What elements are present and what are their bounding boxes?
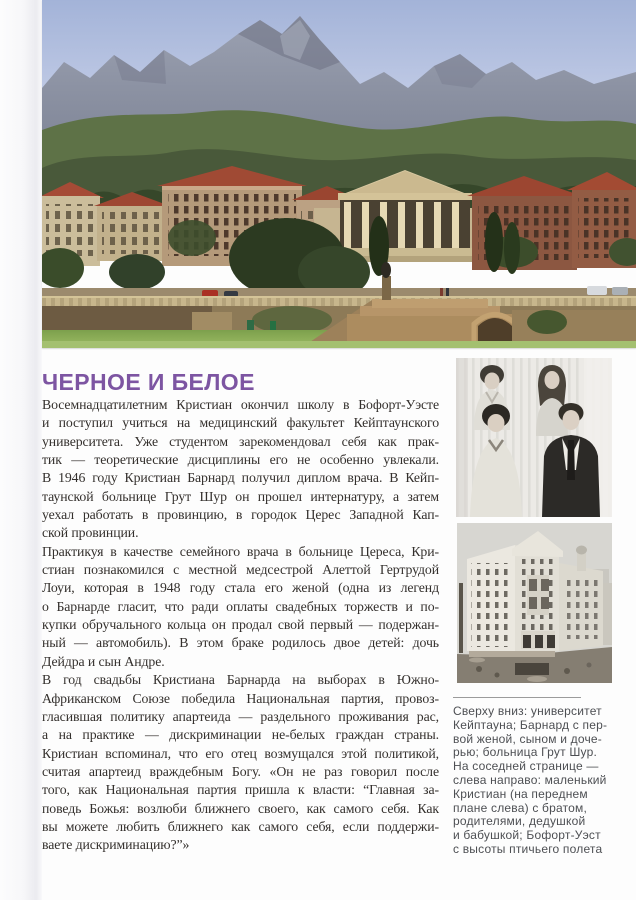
family-photo-graphic [456,358,612,517]
text-line: Кейптауна; Барнард с пер- [453,717,608,732]
text-line: таунской больнице Грут Шур он прошел интернатуру, а затем [42,488,439,504]
text-line: о Барнарде гласит, что ради оплаты свадебных торжеств и по- [42,598,439,614]
text-line: с высоты птичьего полета [453,841,603,856]
photo-caption [453,705,629,857]
caption-divider [453,697,581,698]
text-line: Сверху вниз: университет [453,704,602,718]
text-line: Практикуя в качестве семейного врача в больнице Цереса, Кри- [42,543,439,559]
family-photo [456,358,612,517]
text-line: а на практике — дискриминации не-белых граждан страны. [42,727,439,743]
text-line: уехал работать в провинцию, в городок Церес Западной Кап- [42,507,439,523]
text-line: тик — теоретические дисциплины его не особенно увлекали. [42,452,439,468]
text-line: родителями, дедушкой [453,814,586,829]
text-line: ный — автомобиль). В этом браке родилось двое детей: дочь [42,635,439,651]
campus-photo-graphic [42,0,636,348]
text-line: плане слева) с братом, [453,800,588,815]
hospital-photo-graphic [457,523,612,683]
page-gutter-shade [0,0,42,900]
hospital-photo [457,523,612,683]
campus-photo [42,0,636,348]
text-line: гласившая политику апартеида — раздельного проживания рас, [42,708,439,724]
text-line: и бабушкой; Бофорт-Уэст [453,828,601,843]
text-line: университета. Уже студентом зарекомендовал себя как прак- [42,433,439,449]
text-line: Кристиан вспоминал, что его отец возмущался этой политикой, [42,745,439,761]
paragraph-2 [42,543,439,671]
text-line: поведь Божья: возлюби ближнего своего, как самого себя. Как [42,800,439,816]
paragraph-3 [42,671,439,854]
section-heading: ЧЕРНОЕ И БЕЛОЕ [42,369,255,395]
text-line: купки обручального кольца он продал свой первый — подержан- [42,617,439,633]
text-line: того, как Национальная партия пришла к власти: “Главная за- [42,782,439,798]
text-line: Лоуи, которая в 1948 году стала его женой (одна из легенд [42,580,439,596]
text-line: Африканском Союзе победила Национальная партия, провоз- [42,690,439,706]
text-line: Дейдра и сын Андре. [42,653,165,669]
article-text [42,396,439,855]
text-line: и поступил учиться на медицинский факультет Кейптаунского [42,415,439,431]
text-line: вы можете любить ближнего как самого себя, если поддержи- [42,818,439,834]
text-line: В 1946 году Кристиан Барнард получил диплом врача. В Кейп- [42,470,439,486]
text-line: считая апартеид враждебным Богу. «Он не раз говорил после [42,763,439,779]
text-line: На соседней странице — [453,759,599,774]
text-line: В год свадьбы Кристиана Барнарда на выборах в Южно- [42,672,439,688]
paragraph-1 [42,396,439,543]
text-line: ваете дискриминацию?”» [42,837,190,853]
text-line: рью; больница Грут Шур. [453,745,598,760]
text-line: вой женой, сыном и доче- [453,731,603,746]
text-line: слева направо: маленький [453,772,607,787]
text-line: Кристиан (на переднем [453,786,588,801]
text-line: Восемнадцатилетним Кристиан окончил школу в Бофорт-Уэсте [42,397,439,412]
text-line: стиан познакомился с местной медсестрой Алеттой Гертрудой [42,562,439,578]
text-line: ской провинции. [42,525,139,541]
